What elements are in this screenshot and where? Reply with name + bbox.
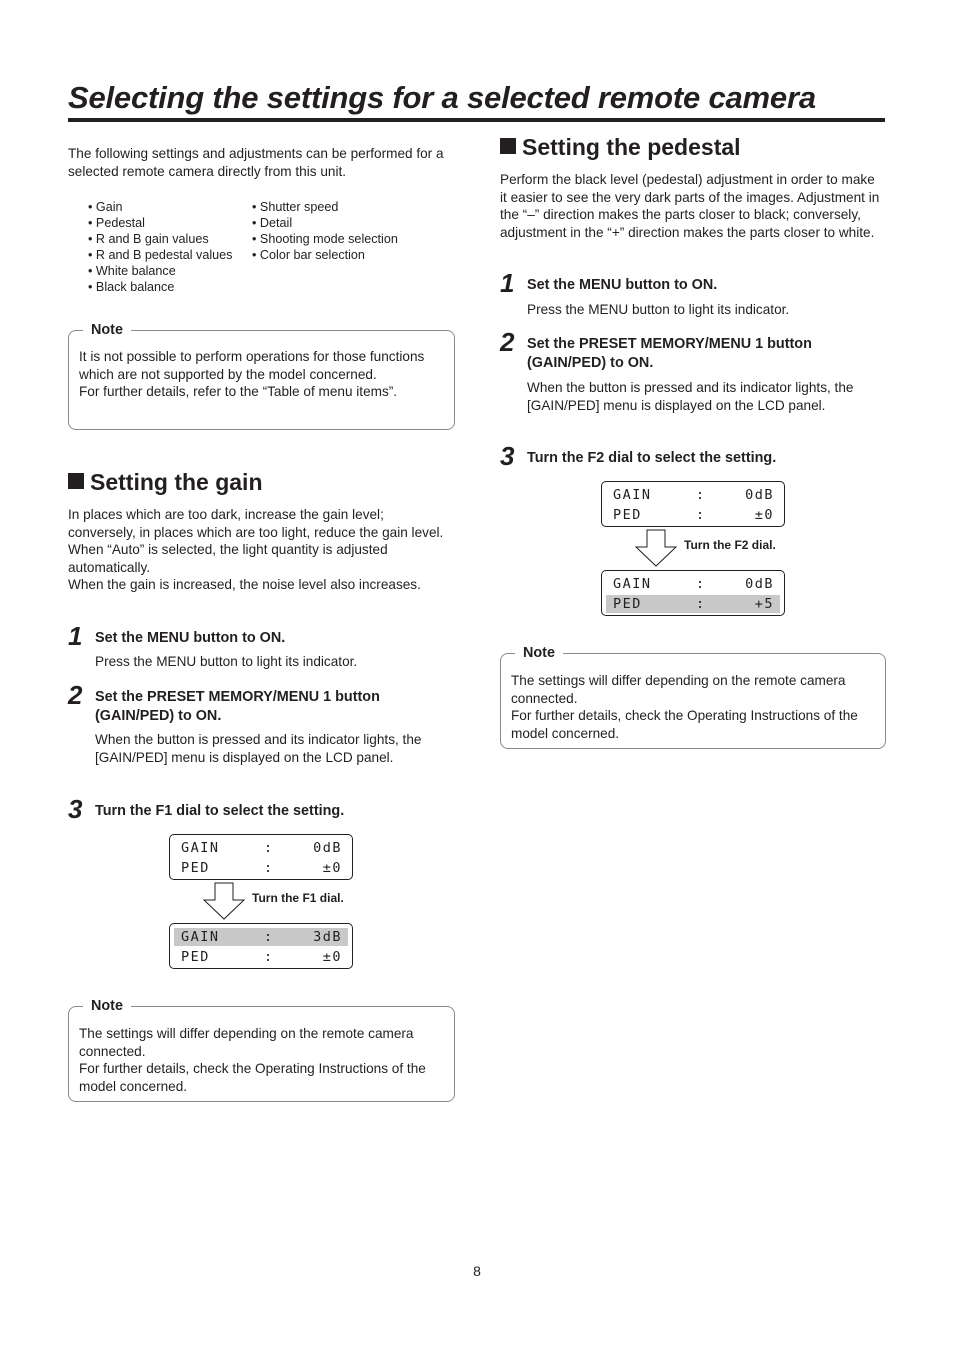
step-title: Turn the F1 dial to select the setting. xyxy=(95,803,345,819)
pedestal-description: Perform the black level (pedestal) adjustment in order to make it easier to see the very dark parts of the images. Adjustment in the “–” direction makes the parts closer to black; conversely, adjustment in the “+” direction makes the parts closer to white. xyxy=(500,172,880,240)
list-item: • Black balance xyxy=(88,279,248,295)
lcd-row: GAIN : 0dB xyxy=(613,576,774,592)
lcd-display xyxy=(169,923,353,969)
square-bullet-icon xyxy=(500,138,516,154)
lcd-display xyxy=(601,481,785,527)
section-heading-gain: Setting the gain xyxy=(68,469,263,496)
arrow-caption: Turn the F2 dial. xyxy=(684,538,776,552)
lcd-row: GAIN : 0dB xyxy=(613,487,774,503)
step-description: When the button is pressed and its indicator lights, the [GAIN/PED] menu is displayed on the LCD panel. xyxy=(95,732,422,765)
list-item: • R and B gain values xyxy=(88,231,248,247)
list-item: • Gain xyxy=(88,199,248,215)
list-item: • Pedestal xyxy=(88,215,248,231)
page-number: 8 xyxy=(473,1263,481,1279)
step-number: 3 xyxy=(500,441,515,471)
step-description: Press the MENU button to light its indicator. xyxy=(527,302,790,317)
list-item: • White balance xyxy=(88,263,248,279)
lcd-display xyxy=(169,834,353,880)
step-description: When the button is pressed and its indicator lights, the [GAIN/PED] menu is displayed on the LCD panel. xyxy=(527,380,854,413)
down-arrow-icon xyxy=(203,882,245,920)
list-item: • Shooting mode selection xyxy=(252,231,452,247)
step-number: 1 xyxy=(500,268,515,298)
list-item: • Detail xyxy=(252,215,452,231)
page-title: Selecting the settings for a selected remote camera xyxy=(68,80,816,115)
step-number: 2 xyxy=(68,680,83,710)
note-label: Note xyxy=(83,998,131,1014)
intro-text: The following settings and adjustments can be performed for a selected remote camera directly from this unit. xyxy=(68,146,444,179)
lcd-row: GAIN : 0dB xyxy=(181,840,342,856)
step-number: 2 xyxy=(500,327,515,357)
square-bullet-icon xyxy=(68,473,84,489)
note-text: The settings will differ depending on the remote camera connected. For further details, check the Operating Instructions of the model concerned. xyxy=(79,1026,426,1094)
lcd-row: PED : ±0 xyxy=(181,949,342,965)
list-item: • Color bar selection xyxy=(252,247,452,263)
step-title: Set the PRESET MEMORY/MENU 1 button (GAIN/PED) to ON. xyxy=(95,689,380,724)
step-title: Set the MENU button to ON. xyxy=(527,277,718,293)
list-item: • R and B pedestal values xyxy=(88,247,248,263)
step-title: Set the MENU button to ON. xyxy=(95,630,286,646)
note-text: It is not possible to perform operations for those functions which are not supported by the model concerned. For further details, refer to the “Table of menu items”. xyxy=(79,349,425,400)
gain-description: In places which are too dark, increase the gain level; conversely, in places which are too light, reduce the gain level. When “Auto” is selected, the light quantity is adjusted automatically. When the gain is increased, the noise level also increases. xyxy=(68,507,444,593)
list-item: • Shutter speed xyxy=(252,199,452,215)
step-number: 1 xyxy=(68,621,83,651)
lcd-row: PED : ±0 xyxy=(181,860,342,876)
feature-list-left xyxy=(88,199,248,295)
step-number: 3 xyxy=(68,794,83,824)
note-label: Note xyxy=(83,322,131,338)
section-heading-pedestal: Setting the pedestal xyxy=(500,134,741,161)
title-rule xyxy=(68,118,885,122)
note-label: Note xyxy=(515,645,563,661)
lcd-row: PED : ±0 xyxy=(613,507,774,523)
feature-list-right xyxy=(252,199,452,263)
step-title: Turn the F2 dial to select the setting. xyxy=(527,450,777,466)
lcd-row-highlighted: PED : +5 xyxy=(606,595,780,613)
down-arrow-icon xyxy=(635,529,677,567)
lcd-row-highlighted: GAIN : 3dB xyxy=(174,928,348,946)
arrow-caption: Turn the F1 dial. xyxy=(252,891,344,905)
note-text: The settings will differ depending on the remote camera connected. For further details, check the Operating Instructions of the model concerned. xyxy=(511,673,858,741)
step-description: Press the MENU button to light its indicator. xyxy=(95,654,358,669)
lcd-display xyxy=(601,570,785,616)
step-title: Set the PRESET MEMORY/MENU 1 button (GAIN/PED) to ON. xyxy=(527,336,812,371)
